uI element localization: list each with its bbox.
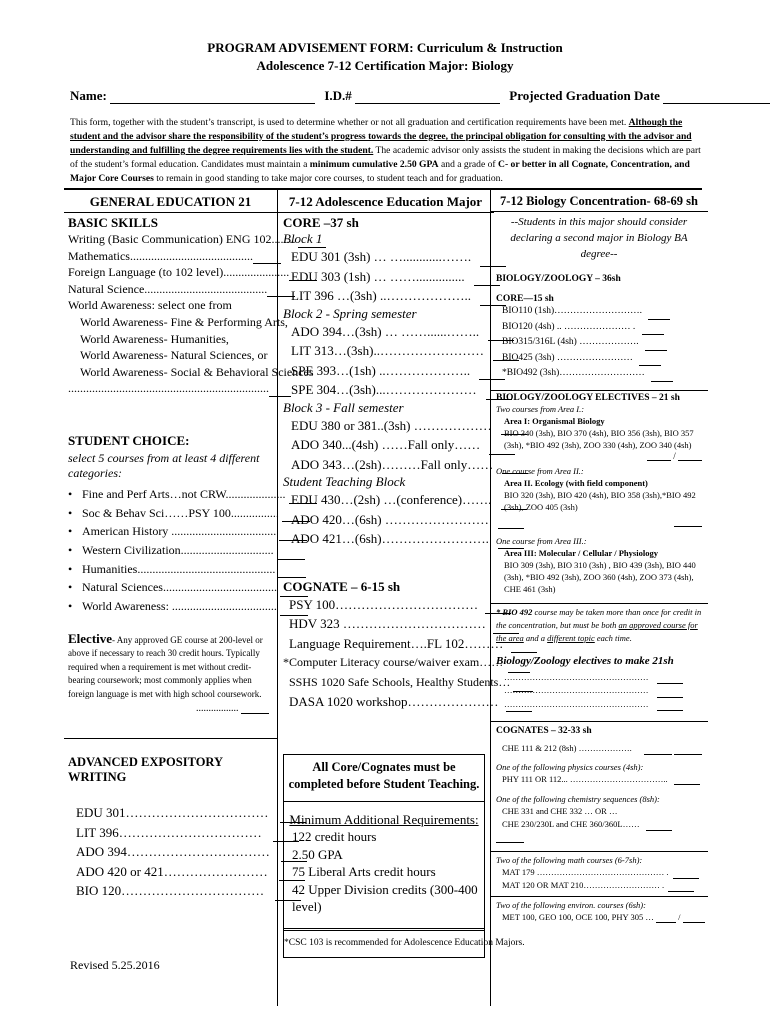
adv-item: ADO 420 or 421……………………: [76, 862, 273, 882]
min-req-item: 75 Liberal Arts credit hours: [292, 864, 436, 879]
choice-item: • Natural Sciences......................................: [68, 578, 273, 597]
name-label: Name:: [70, 88, 107, 103]
column-divider-2: [490, 188, 491, 1006]
choice-item: • Soc & Behav Sci……PSY 100................: [68, 504, 273, 523]
area2-courses: BIO 320 (3sh), BIO 420 (4sh), BIO 358 (3sh),*BIO 492 (3sh), ZOO 405 (3sh): [504, 489, 696, 512]
intro-gpa: minimum cumulative 2.50 GPA: [309, 159, 439, 170]
chem-line-1: CHE 331 and CHE 332 … OR …: [502, 806, 618, 816]
bio-core-item: BIO315/316L (4sh) ……………….: [502, 335, 702, 351]
course-row: LIT 396 …(3sh) ..………………..: [291, 286, 488, 306]
intro-text-5: to remain in good standing to take major core courses, to student teach and for graduation.: [153, 173, 503, 184]
elective-blank: ……………………………………………: [504, 698, 702, 712]
choice-item: • Western Civilization...............................: [68, 541, 273, 560]
electives-21-heading: Biology/Zoology electives to make 21sh: [496, 654, 674, 667]
chem-blank: [496, 833, 702, 843]
bio-core-heading: CORE—15 sh: [496, 294, 554, 304]
basic-item: World Awareness: select one from: [68, 298, 232, 313]
electives-heading: BIOLOGY/ZOOLOGY ELECTIVES – 21 sh: [496, 392, 680, 403]
math-row: MAT 120 OR MAT 210……………………… .: [496, 879, 702, 892]
min-req-item: 42 Upper Division credits (300-400 level): [292, 881, 478, 914]
header-fields: [70, 88, 770, 104]
cognate-row: DASA 1020 workshop…………………: [289, 692, 488, 712]
cognate-row: *Computer Literacy course/waiver exam……: [283, 653, 488, 673]
bio-core-item: BIO425 (3sh) ……………………: [502, 351, 702, 367]
basic-item: Foreign Language (to 102 level)......................: [68, 264, 273, 281]
grad-date-field[interactable]: [663, 102, 770, 104]
area2-line: [496, 517, 702, 527]
chem-label: One of the following chemistry sequences (8sh):: [496, 794, 660, 804]
area2-instruction: One course from Area II.:: [496, 465, 584, 476]
bio492-note: * BIO 492 course may be taken more than once for credit in the concentration, but must be both an approved course for the area and a different topic each time.: [496, 606, 702, 643]
bio-zoo-heading: BIOLOGY/ZOOLOGY – 36sh: [496, 274, 621, 284]
bio-core-item: *BIO492 (3sh)………………………: [502, 366, 702, 382]
gen-ed-heading: GENERAL EDUCATION 21: [89, 194, 252, 209]
cognates-heading: COGNATES – 32-33 sh: [496, 726, 592, 736]
core-before-teaching: All Core/Cognates must be completed before Student Teaching.: [288, 760, 480, 791]
concentration-heading: 7-12 Biology Concentration- 68-69 sh: [500, 194, 698, 208]
form-subtitle: Adolescence 7-12 Certification Major: Biology: [256, 58, 514, 73]
elective-blank: ……………………………………………: [504, 684, 702, 698]
course-row: ADO 421…(6sh)…………………….: [291, 529, 488, 549]
elective-line: .................: [68, 703, 273, 714]
course-row: ADO 343…(2sh)………Fall only……: [291, 455, 488, 475]
adv-item: ADO 394……………………………: [76, 842, 273, 862]
course-row: SPE 393…(1sh) ..………………..: [291, 361, 488, 381]
course-row: ADO 340...(4sh) ……Fall only……: [291, 435, 488, 455]
math-row: MAT 179 ……………………………………… .: [496, 866, 702, 879]
block1-heading: Block 1: [283, 231, 323, 246]
physics-row: PHY 111 OR 112... ……………………………..: [496, 773, 702, 785]
intro-text-4: and a grade of: [438, 159, 499, 170]
choice-item: • Fine and Perf Arts…not CRW....................: [68, 485, 273, 504]
course-row: EDU 303 (1sh) … ……...............: [291, 267, 488, 287]
elective-blank: ……………………………………………: [504, 671, 702, 685]
choice-item: • Humanities..............................................: [68, 560, 273, 579]
area1-instruction: Two courses from Area I.:: [496, 403, 585, 414]
id-field[interactable]: [355, 102, 500, 104]
basic-item: Natural Science.........................................: [68, 281, 273, 298]
name-field[interactable]: [110, 102, 315, 104]
env-row: MET 100, GEO 100, OCE 100, PHY 305 … /: [496, 911, 702, 923]
basic-item: World Awareness- Fine & Performing Arts,: [80, 314, 288, 329]
choice-item: • American History ...................................: [68, 522, 273, 541]
adv-item: BIO 120……………………………: [76, 881, 273, 901]
student-teaching-heading: Student Teaching Block: [283, 474, 406, 489]
chem-line-2: CHE 230/230L and CHE 360/360L……: [496, 818, 702, 831]
basic-item: Writing (Basic Communication) ENG 102........: [68, 231, 273, 248]
area1-courses: BIO 340 (3sh), BIO 370 (4sh), BIO 356 (3sh), BIO 357 (3sh), *BIO 492 (3sh), ZOO 330 (4sh), ZOO 340 (4sh): [504, 427, 694, 450]
core-heading: CORE –37 sh: [283, 215, 359, 230]
intro-text-1: This form, together with the student’s transcript, is used to determine whether or not all graduation and certification requirements have been met.: [70, 117, 629, 128]
cognate-row: PSY 100……………………………: [289, 595, 488, 615]
block3-heading: Block 3 - Fall semester: [283, 399, 404, 415]
area1-title: Area I: Organismal Biology: [504, 415, 605, 426]
cognate-row: SSHS 1020 Safe Schools, Healthy Students…: [289, 673, 488, 693]
requirements-box: [283, 754, 485, 931]
basic-skills-heading: BASIC SKILLS: [68, 215, 158, 230]
area3-title: Area III: Molecular / Cellular / Physiology: [504, 547, 658, 558]
course-row: ADO 394…(3sh) … ……......……..: [291, 322, 488, 342]
che111-row: CHE 111 & 212 (8sh) ……………….: [496, 742, 702, 755]
area2-title: Area II. Ecology (with field component): [504, 477, 648, 488]
min-req-item: 122 credit hours: [292, 829, 377, 844]
intro-paragraph: [70, 116, 702, 186]
course-row: EDU 430…(2sh) …(conference)…….: [291, 490, 488, 510]
choice-item: • World Awareness: ...................................: [68, 597, 273, 616]
cognate-row: HDV 323 ……………………………: [289, 614, 488, 634]
min-req-item: 2.50 GPA: [292, 846, 343, 862]
basic-item: World Awareness- Social & Behavioral Sciences: [80, 364, 314, 379]
intro-grade: C- or better in all Cognate, Concentration, and Major Core Courses: [70, 159, 690, 184]
intro-text-2: Although the student and the advisor share the responsibility of the student’s progress towards the degree, the principal obligation for consulting with the advisor and understanding and fulfilling the degree requirements lies with the student.: [70, 117, 692, 156]
adv-item: LIT 396……………………………: [76, 823, 273, 843]
bio-core-item: BIO110 (1sh)……………………….: [502, 304, 702, 320]
revised-date: Revised 5.25.2016: [70, 958, 160, 972]
course-row: EDU 301 (3sh) … …............…….: [291, 247, 488, 267]
cognate-row: Language Requirement….FL 102………: [289, 634, 488, 654]
basic-item: ...................................................................: [68, 380, 273, 397]
csc-note: *CSC 103 is recommended for Adolescence Education Majors.: [284, 938, 525, 948]
course-row: EDU 380 or 381..(3sh) ………………: [291, 416, 488, 436]
grad-label: Projected Graduation Date: [509, 88, 660, 103]
course-row: ADO 420…(6sh) ……………………: [291, 510, 488, 530]
intro-text-3: The academic advisor only assists the student in making the decisions which are part of the student’s formal education. Candidates must maintain a: [70, 145, 701, 170]
basic-item: Mathematics.........................................: [68, 248, 273, 265]
course-row: LIT 313…(3sh)..……………………: [291, 341, 488, 361]
area3-courses: BIO 309 (3sh), BIO 310 (3sh) , BIO 439 (3sh), BIO 440 (3sh), *BIO 492 (3sh), ZOO 360 (4sh), ZOO 373 (4sh), CHE 461 (3sh): [504, 559, 696, 594]
cognate-heading: COGNATE – 6-15 sh: [283, 578, 401, 594]
adv-item: EDU 301……………………………: [76, 803, 273, 823]
course-row: SPE 304…(3sh)...…………………: [291, 380, 488, 400]
column-divider-1: [277, 188, 278, 1006]
student-choice-sub: select 5 courses from at least 4 different categories:: [68, 450, 260, 480]
major-column: [283, 194, 511, 712]
elective-note: Elective- Any approved GE course at 200-level or above if necessary to reach 30 credit hours. Typically required when a requirement is met without credit-bearing coursework; most commonly applies when foreign language is met with high school coursework.: [68, 630, 263, 699]
adv-writing-heading: ADVANCED EXPOSITORY WRITING: [68, 755, 223, 785]
id-label: I.D.#: [324, 88, 352, 103]
bio-core-item: BIO120 (4sh) .. ………………… .: [502, 320, 702, 336]
student-choice-heading: STUDENT CHOICE:: [68, 432, 190, 448]
block2-heading: Block 2 - Spring semester: [283, 305, 417, 321]
area3-instruction: One course from Area III.:: [496, 535, 587, 546]
env-label: Two of the following environ. courses (6sh):: [496, 900, 646, 910]
math-label: Two of the following math courses (6-7sh):: [496, 855, 643, 865]
concentration-column: [496, 194, 702, 923]
physics-label: One of the following physics courses (4sh):: [496, 762, 644, 772]
min-req-heading: Minimum Additional Requirements:: [289, 812, 479, 827]
form-title: PROGRAM ADVISEMENT FORM: Curriculum & Instruction: [207, 40, 563, 55]
basic-item: World Awareness- Natural Sciences, or: [80, 348, 268, 363]
csc-note-box: [283, 928, 525, 958]
table-top-rule: [64, 188, 702, 190]
area1-lines: /: [496, 451, 702, 461]
basic-item: World Awareness- Humanities,: [80, 331, 229, 346]
second-major-note: --Students in this major should consider declaring a second major in Biology BA degree--: [510, 216, 688, 260]
major-heading: 7-12 Adolescence Education Major: [288, 194, 483, 209]
